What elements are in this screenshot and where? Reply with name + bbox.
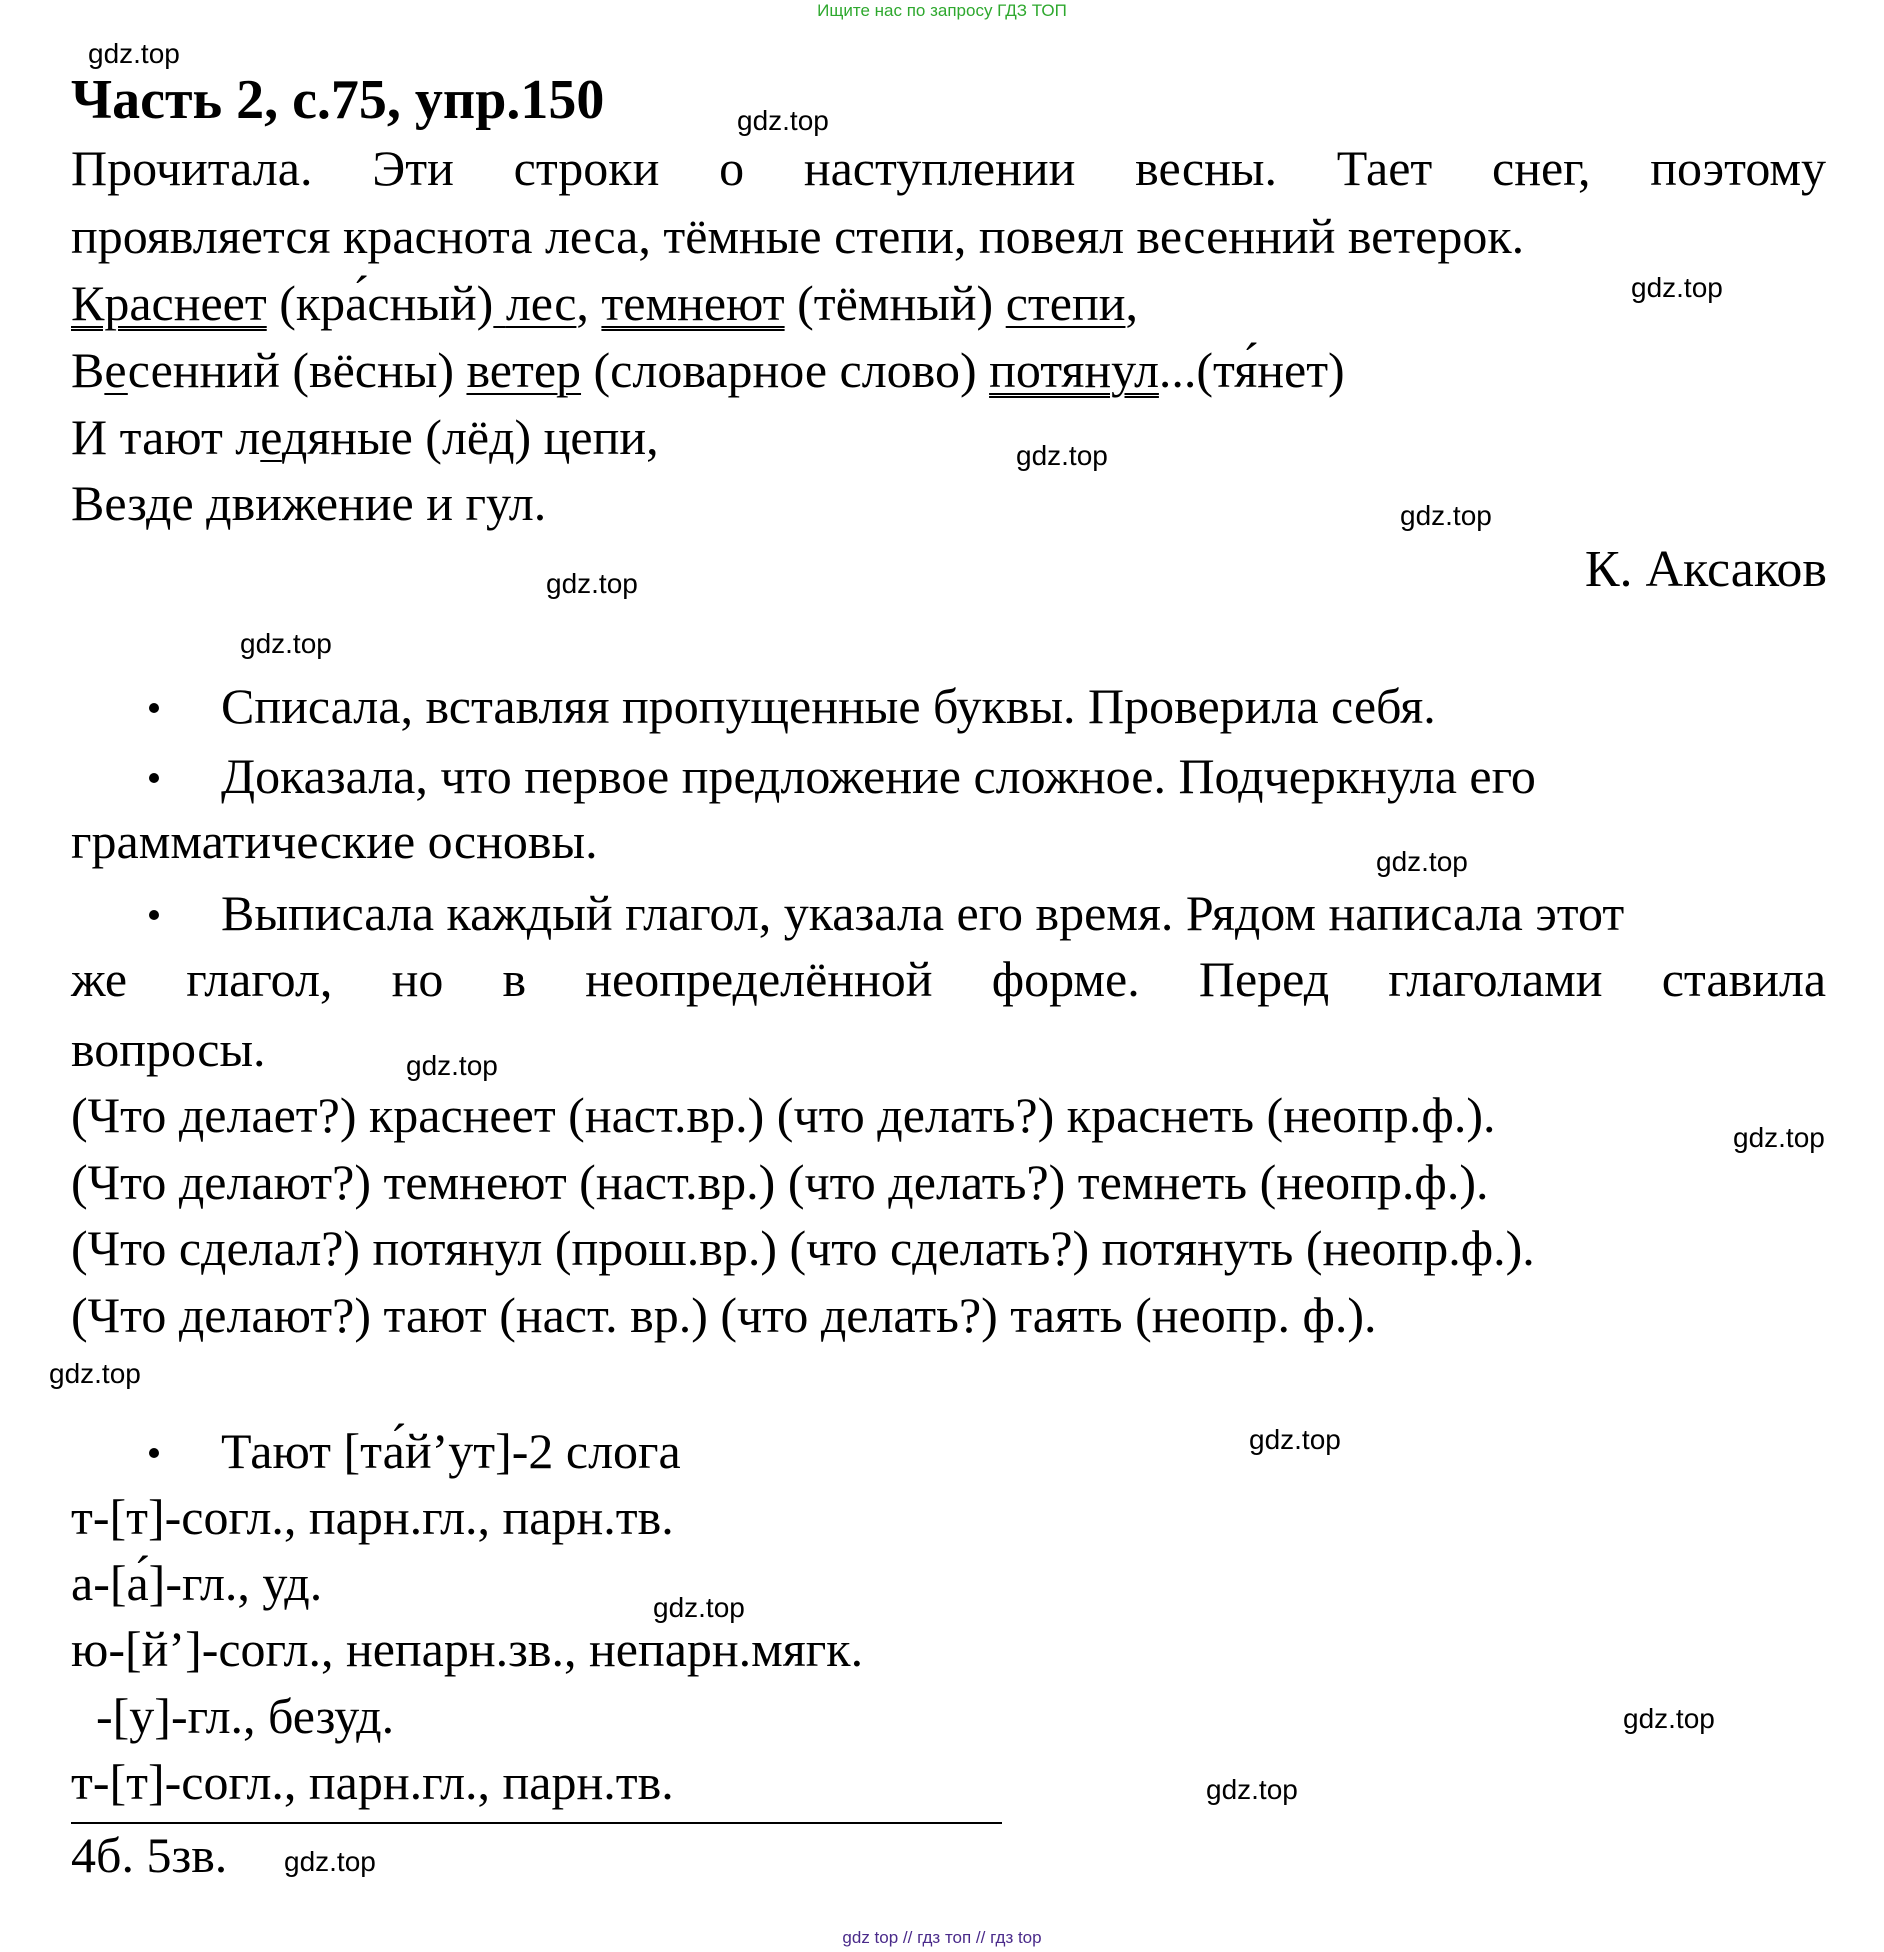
watermark: gdz.top <box>737 105 829 136</box>
top-banner[interactable]: Ищите нас по запросу ГДЗ ТОП <box>817 1 1067 20</box>
watermark: gdz.top <box>1631 272 1723 303</box>
phonetic-row: а-[а́]-гл., уд. <box>71 1555 323 1611</box>
phonetic-row: т-[т]-согл., парн.гл., парн.тв. <box>71 1754 674 1810</box>
task-3: Выписала каждый глагол, указала его время. Рядом написала этот <box>149 883 1624 943</box>
watermark: gdz.top <box>88 38 180 69</box>
bottom-banner[interactable]: gdz top // гдз топ // гдз top <box>842 1928 1042 1947</box>
watermark: gdz.top <box>406 1050 498 1081</box>
poem-line-1: Краснеет (кра́сный) лес, темнеют (тёмный) степи, <box>71 275 1138 331</box>
phonetic-row: т-[т]-согл., парн.гл., парн.тв. <box>71 1489 674 1545</box>
intro-line-2: проявляется краснота леса, тёмные степи, повеял весенний ветерок. <box>71 208 1525 264</box>
bullet <box>149 773 159 783</box>
poem-line-4: Везде движение и гул. <box>71 475 547 531</box>
watermark: gdz.top <box>49 1358 141 1389</box>
watermark: gdz.top <box>1206 1774 1298 1805</box>
bullet <box>149 703 159 713</box>
bullet <box>149 910 159 920</box>
bullet <box>149 1448 159 1458</box>
watermark: gdz.top <box>1623 1703 1715 1734</box>
task-3-cont: же глагол, но в неопределённой форме. Перед глаголами ставила <box>71 951 1827 1007</box>
poem-line-3: И тают ледяные (лёд) цепи, <box>71 409 659 465</box>
watermark: gdz.top <box>1249 1424 1341 1455</box>
verb-row: (Что делают?) темнеют (наст.вр.) (что делать?) темнеть (неопр.ф.). <box>71 1154 1489 1210</box>
phonetic-head: Тают [та́й’ут]-2 слога <box>149 1421 681 1481</box>
verb-row: (Что сделал?) потянул (прош.вр.) (что сделать?) потянуть (неопр.ф.). <box>71 1220 1535 1276</box>
watermark: gdz.top <box>240 628 332 659</box>
watermark: gdz.top <box>1016 440 1108 471</box>
phonetic-row: -[у]-гл., безуд. <box>71 1688 395 1744</box>
task-2-cont: грамматические основы. <box>71 813 598 869</box>
phonetic-total: 4б. 5зв. <box>71 1827 228 1883</box>
watermark: gdz.top <box>1376 846 1468 877</box>
intro-line-1: Прочитала. Эти строки о наступлении весны. Тает снег, поэтому <box>71 140 1827 196</box>
watermark: gdz.top <box>284 1846 376 1877</box>
poem-author: К. Аксаков <box>1584 541 1827 598</box>
watermark: gdz.top <box>1400 500 1492 531</box>
watermark: gdz.top <box>653 1592 745 1623</box>
page-title: Часть 2, с.75, упр.150 <box>71 69 605 131</box>
watermark: gdz.top <box>546 568 638 599</box>
total-rule <box>71 1822 1002 1824</box>
task-3-end: вопросы. <box>71 1021 266 1077</box>
task-1: Списала, вставляя пропущенные буквы. Проверила себя. <box>149 676 1436 736</box>
poem-line-2: Весенний (вёсны) ветер (словарное слово) потянул...(тя́нет) <box>71 342 1345 398</box>
verb-row: (Что делают?) тают (наст. вр.) (что делать?) таять (неопр. ф.). <box>71 1287 1377 1343</box>
verb-row: (Что делает?) краснеет (наст.вр.) (что делать?) краснеть (неопр.ф.). <box>71 1087 1496 1143</box>
watermark: gdz.top <box>1733 1122 1825 1153</box>
phonetic-row: ю-[й’]-согл., непарн.зв., непарн.мягк. <box>71 1621 864 1677</box>
task-2: Доказала, что первое предложение сложное. Подчеркнула его <box>149 746 1536 806</box>
